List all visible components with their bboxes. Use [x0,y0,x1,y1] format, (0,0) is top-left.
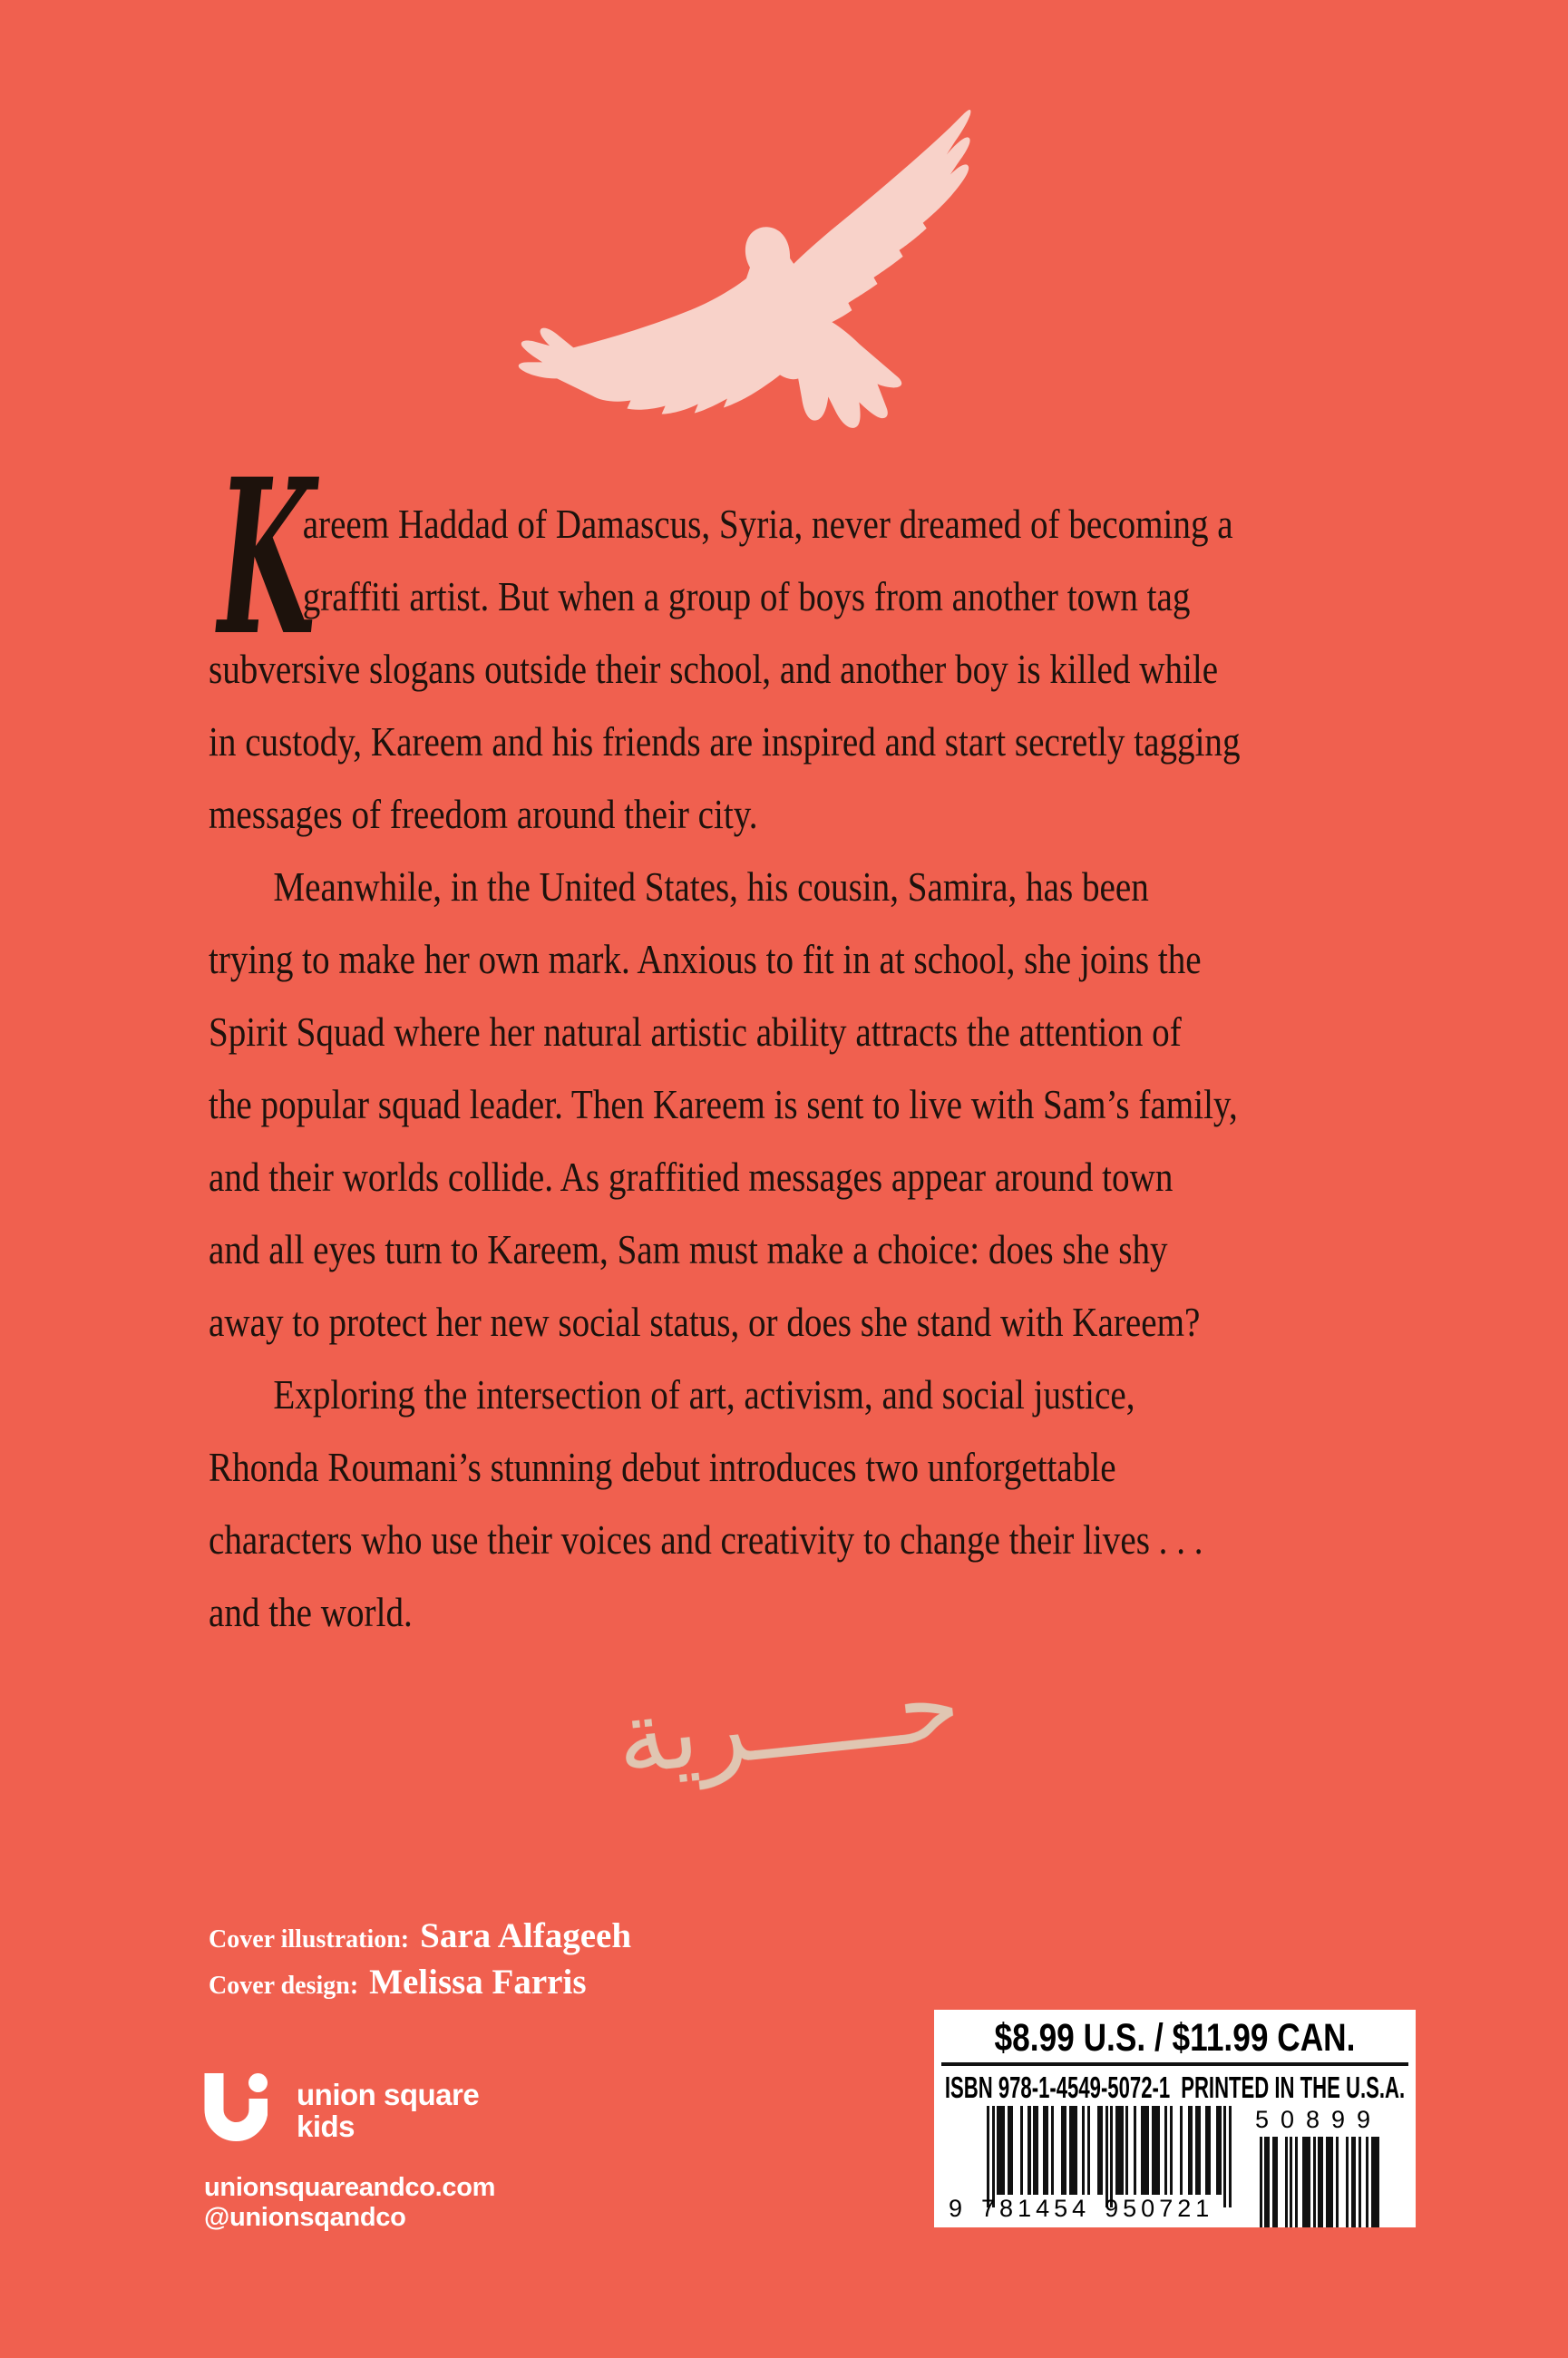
blurb-line: graffiti artist. But when a group of boys from another town tag [302,573,1191,619]
isbn-row [944,2071,1406,2104]
cover-designer-name: Melissa Farris [369,1963,587,2002]
logo-dot [248,2073,268,2092]
printed-in-text: PRINTED IN THE U.S.A. [1181,2071,1406,2104]
blurb-line: trying to make her own mark. Anxious to fit in at school, she joins the [209,936,1202,982]
cover-design-label: Cover design: [209,1972,359,2000]
cover-illustration-credit [209,1915,631,1962]
price-text: $8.99 U.S. / $11.99 CAN. [994,2015,1356,2060]
ean13-digits [949,2195,1213,2223]
divider-line [941,2062,1408,2066]
cover-illustrator-name: Sara Alfageeh [420,1916,632,1955]
blurb-line: characters who use their voices and creativity to change their lives . . . [209,1516,1203,1563]
blurb-line: subversive slogans outside their school, and another boy is killed while [209,646,1219,692]
dove-illustration [515,107,998,453]
blurb-line: Spirit Squad where her natural artistic ability attracts the attention of [209,1008,1182,1055]
imprint-line1: union square [297,2078,480,2111]
book-blurb [209,433,1442,1649]
publisher-website: unionsquareandco.com [204,2173,496,2202]
imprint-name [297,2079,479,2142]
blurb-line: messages of freedom around their city. [209,791,758,837]
publisher-links [204,2173,495,2233]
blurb-line: and their worlds collide. As graffitied messages appear around town [209,1154,1174,1200]
cover-illustration-label: Cover illustration: [209,1925,410,1954]
publisher-social-handle: @unionsqandco [204,2203,406,2232]
barcode-label [934,2010,1416,2227]
blurb-line: away to protect her new social status, or does she stand with Kareem? [209,1299,1201,1345]
blurb-line: the popular squad leader. Then Kareem is sent to live with Sam’s family, [209,1081,1238,1127]
blurb-line: in custody, Kareem and his friends are inspired and start secretly tagging [209,718,1241,765]
ean13-barcode [987,2106,1233,2195]
arabic-calligraphy-hurriya: حـــــرية [610,1645,966,1798]
drop-cap: K [218,433,316,683]
ean13-group2: 950721 [1105,2195,1214,2222]
cover-design-credit [209,1962,631,2008]
ean13-check-digit: 9 [949,2195,968,2222]
imprint-line2: kids [297,2110,355,2143]
ean5-addon-barcode [1257,2137,1380,2227]
ean13-group1: 781454 [981,2195,1091,2222]
blurb-line: and all eyes turn to Kareem, Sam must make a choice: does she shy [209,1226,1168,1272]
blurb-line: Rhonda Roumani’s stunning debut introduces two unforgettable [209,1444,1116,1490]
isbn-text: ISBN 978-1-4549-5072-1 [944,2071,1171,2104]
price-row [978,2017,1372,2059]
credits-block [209,1915,631,2008]
blurb-line: and the world. [209,1589,413,1635]
dove-silhouette [519,110,971,428]
ean5-addon-digits: 50899 [1254,2106,1383,2133]
blurb-line: areem Haddad of Damascus, Syria, never dreamed of becoming a [302,501,1233,547]
union-square-logo-icon [204,2073,268,2146]
blurb-line: Meanwhile, in the United States, his cousin, Samira, has been [273,863,1149,910]
blurb-line: Exploring the intersection of art, activism, and social justice, [273,1371,1135,1418]
